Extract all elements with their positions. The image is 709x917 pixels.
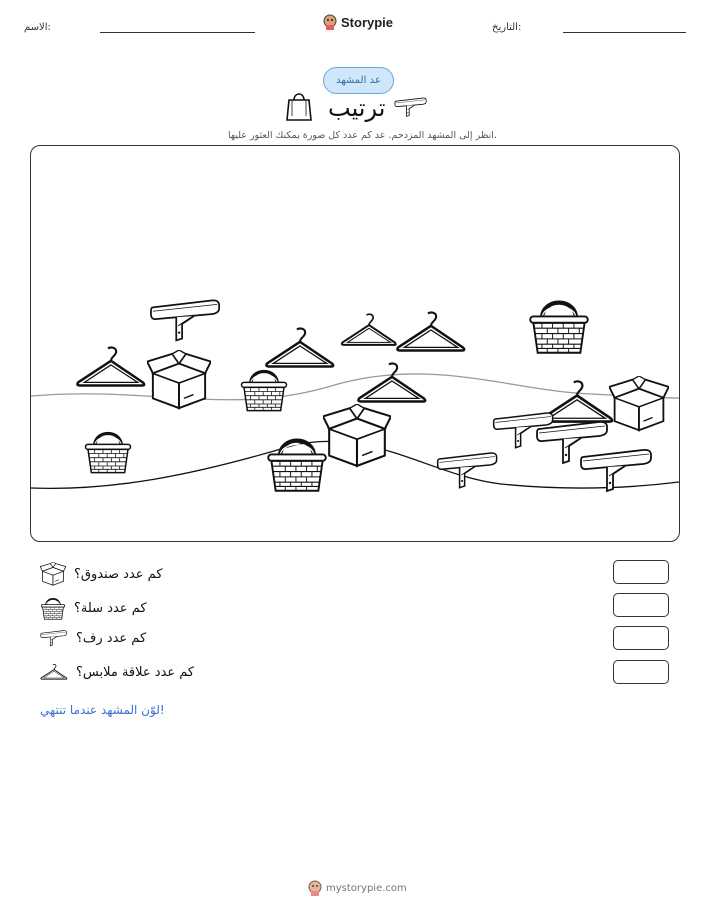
shelf-item	[436, 450, 500, 490]
footer	[308, 880, 407, 896]
name-field[interactable]	[100, 32, 255, 33]
storypie-mascot-icon	[323, 14, 337, 30]
shelf-icon	[40, 628, 68, 648]
brand-name: Storypie	[341, 14, 394, 30]
hanger-item	[356, 356, 428, 410]
shelf-item	[579, 446, 655, 494]
date-field[interactable]	[563, 32, 686, 33]
question-text: كم عدد رف؟	[76, 630, 147, 646]
question-shelf-count	[40, 628, 146, 648]
footer-url[interactable]: mystorypie.com	[326, 882, 407, 894]
basket-icon	[40, 595, 66, 621]
basket-item	[527, 293, 591, 357]
box-item	[609, 376, 669, 432]
name-label: الاسم:	[24, 22, 51, 33]
question-hanger-count	[40, 662, 194, 682]
answer-box-count[interactable]	[613, 560, 669, 584]
basket-item	[83, 426, 133, 476]
question-text: كم عدد علاقة ملابس؟	[76, 664, 195, 680]
hanger-item	[264, 320, 336, 376]
answer-shelf-count[interactable]	[613, 626, 669, 650]
date-label: التاريخ:	[492, 22, 522, 33]
shelf-title-icon	[394, 96, 428, 118]
hanger-icon	[40, 662, 68, 682]
brand-logo	[323, 14, 393, 30]
instruction-text: انظر إلى المشهد المزدحم. عد كم عدد كل صورة يمكنك العثور عليها.	[228, 130, 497, 141]
answer-basket-count[interactable]	[613, 593, 669, 617]
storypie-mascot-icon	[308, 880, 322, 896]
shopping-bag-icon	[286, 90, 312, 122]
question-box-count	[40, 562, 163, 586]
hanger-item	[75, 341, 147, 393]
box-item	[147, 350, 211, 410]
counting-scene	[30, 145, 680, 542]
basket-item	[265, 430, 329, 496]
answer-hanger-count[interactable]	[613, 660, 669, 684]
shelf-item	[149, 296, 223, 344]
question-basket-count	[40, 595, 147, 621]
box-icon	[40, 562, 66, 586]
hanger-item	[340, 308, 398, 352]
question-text: كم عدد سلة؟	[74, 600, 147, 616]
page-title: ترتيب	[328, 94, 386, 122]
coloring-hint: لوّن المشهد عندما تنتهي!	[40, 703, 165, 717]
box-item	[323, 404, 391, 468]
question-text: كم عدد صندوق؟	[74, 566, 163, 582]
hanger-item	[395, 304, 467, 360]
scene-count-badge: عد المشهد	[323, 67, 394, 94]
